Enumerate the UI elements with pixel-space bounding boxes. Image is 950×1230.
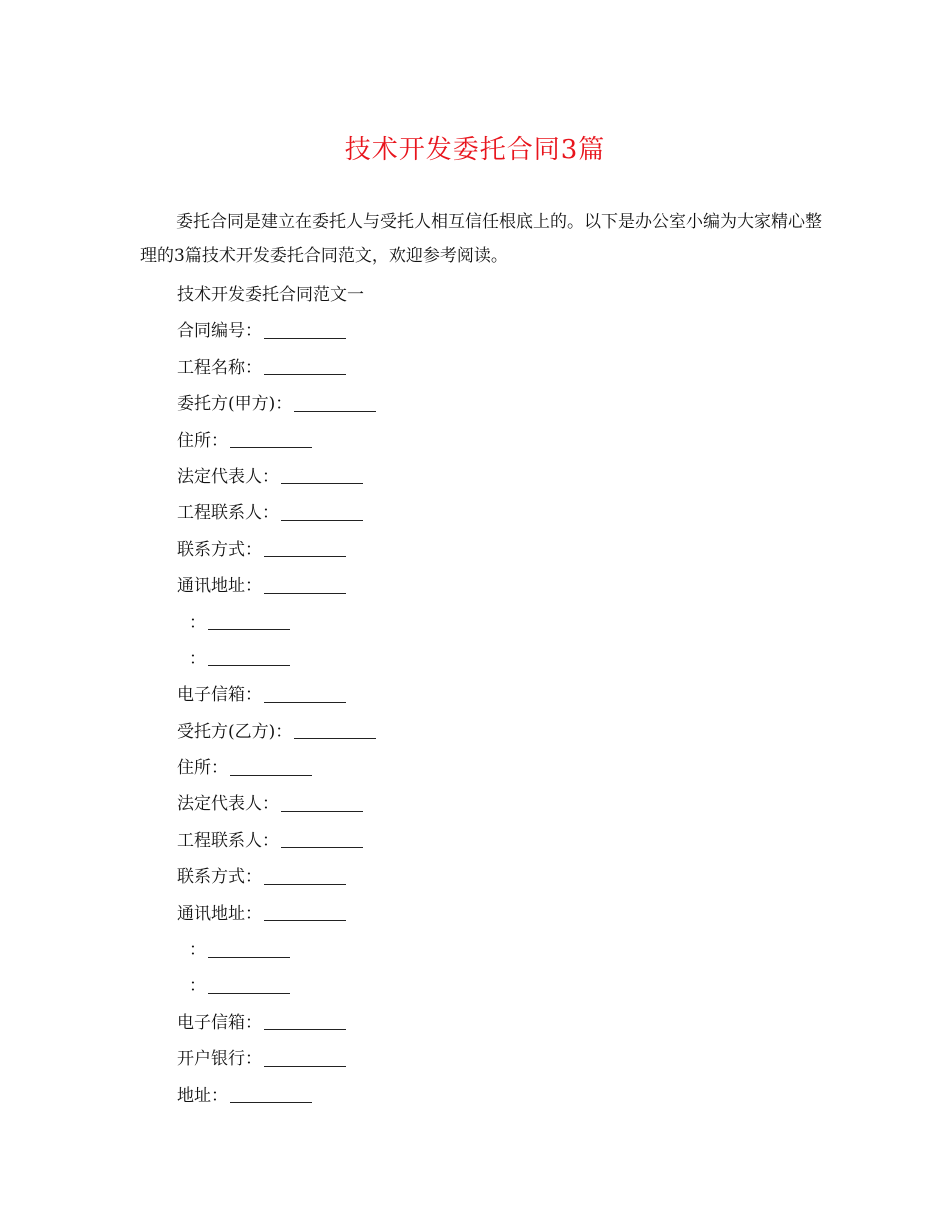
field-party-a-unlabeled-1 (177, 605, 827, 641)
field-label: 工程名称： (177, 357, 262, 378)
field-party-a-unlabeled-2 (177, 641, 827, 677)
field-party-a-contact (177, 495, 827, 531)
field-label: 联系方式： (177, 539, 262, 560)
fill-in-blank (294, 410, 376, 412)
field-label: 合同编号： (177, 321, 262, 342)
field-bank (177, 1041, 827, 1077)
section-heading: 技术开发委托合同范文一 (177, 285, 364, 305)
field-party-b-legal-rep (177, 786, 827, 822)
fill-in-blank (208, 956, 290, 958)
fill-in-blank (281, 810, 363, 812)
document-title: 技术开发委托合同3篇 (344, 135, 606, 165)
field-label: 受托方(乙方)： (177, 721, 293, 742)
fill-in-blank (264, 883, 346, 885)
fill-in-blank (208, 992, 290, 994)
field-label: 工程联系人： (177, 503, 279, 524)
field-label: ： (189, 612, 206, 633)
field-label: 通讯地址： (177, 903, 262, 924)
field-contract-number (177, 313, 827, 349)
field-label: 法定代表人： (177, 794, 279, 815)
field-party-a-address (177, 423, 827, 459)
field-label: ： (189, 648, 206, 669)
field-label: 地址： (177, 1085, 228, 1106)
fill-in-blank (264, 337, 346, 339)
field-party-b-mailing-address (177, 896, 827, 932)
fill-in-blank (264, 373, 346, 375)
fill-in-blank (264, 555, 346, 557)
fill-in-blank (208, 628, 290, 630)
field-party-a-email (177, 677, 827, 713)
intro-paragraph: 委托合同是建立在委托人与受托人相互信任根底上的。以下是办公室小编为大家精心整理的3篇技术开发委托合同范文，欢迎参考阅读。 (140, 212, 822, 266)
field-party-b-address (177, 750, 827, 786)
field-party-a (177, 386, 827, 422)
field-label: 开户银行： (177, 1049, 262, 1070)
field-label: 委托方(甲方)： (177, 394, 293, 415)
fill-in-blank (208, 664, 290, 666)
field-party-a-legal-rep (177, 459, 827, 495)
fill-in-blank (264, 919, 346, 921)
field-label: 通讯地址： (177, 576, 262, 597)
fill-in-blank (264, 592, 346, 594)
field-party-b-contact (177, 823, 827, 859)
field-party-a-contact-method (177, 532, 827, 568)
field-party-b-email (177, 1005, 827, 1041)
fill-in-blank (230, 1101, 312, 1103)
field-label: 住所： (177, 430, 228, 451)
field-label: ： (189, 940, 206, 961)
field-label: 电子信箱： (177, 1012, 262, 1033)
field-label: 法定代表人： (177, 466, 279, 487)
field-party-b-unlabeled-2 (177, 968, 827, 1004)
field-project-name (177, 350, 827, 386)
field-party-b-contact-method (177, 859, 827, 895)
fill-in-blank (264, 1028, 346, 1030)
field-party-b (177, 714, 827, 750)
fill-in-blank (230, 446, 312, 448)
fill-in-blank (294, 737, 376, 739)
fill-in-blank (281, 482, 363, 484)
field-party-b-unlabeled-1 (177, 932, 827, 968)
field-label: 工程联系人： (177, 830, 279, 851)
field-bank-address (177, 1078, 827, 1114)
contract-fields (177, 277, 827, 1114)
field-label: 联系方式： (177, 867, 262, 888)
field-label: 住所： (177, 758, 228, 779)
fill-in-blank (230, 774, 312, 776)
field-party-a-mailing-address (177, 568, 827, 604)
fill-in-blank (264, 1065, 346, 1067)
field-label: ： (189, 976, 206, 997)
field-label: 电子信箱： (177, 685, 262, 706)
fill-in-blank (264, 701, 346, 703)
fill-in-blank (281, 519, 363, 521)
fill-in-blank (281, 846, 363, 848)
